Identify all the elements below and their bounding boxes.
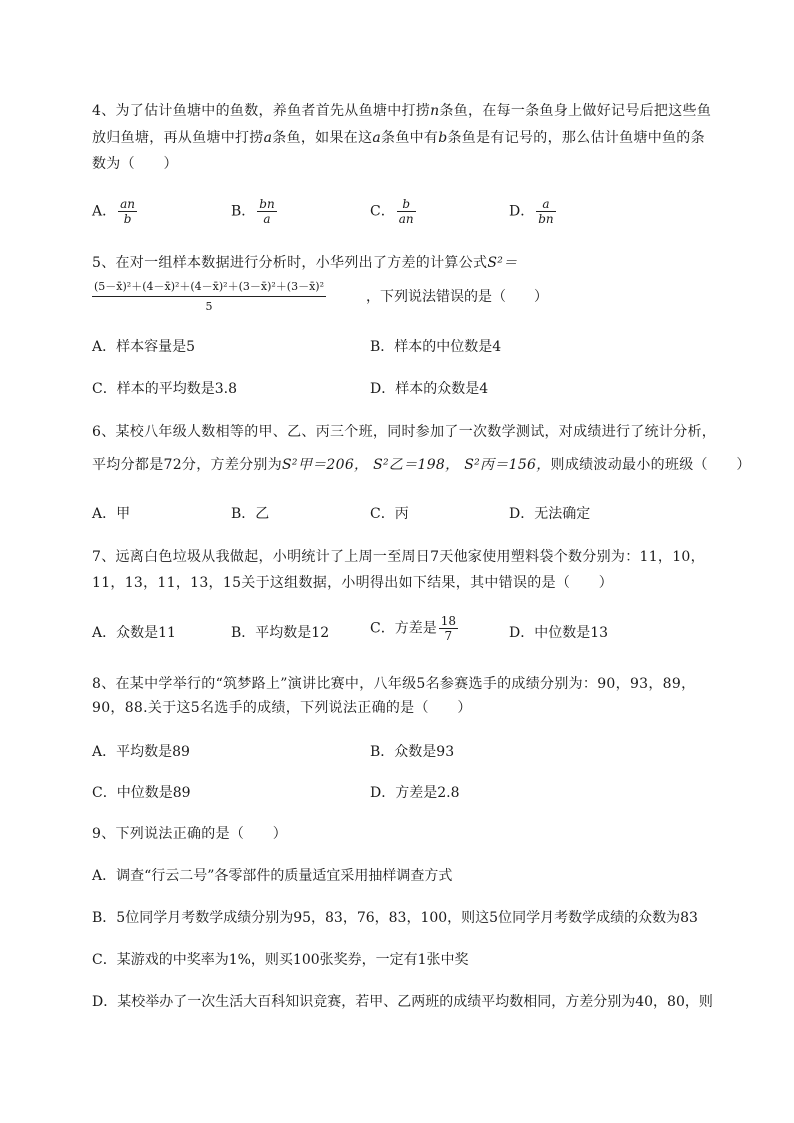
q7-line-1: 7、远离白色垃圾从我做起，小明统计了上周一至周日7天他家使用塑料袋个数分别为：11，10， — [92, 549, 705, 565]
q7-option-b[interactable]: B．平均数是12 — [231, 625, 330, 641]
q5-option-b[interactable]: B．样本的中位数是4 — [370, 339, 502, 355]
q6-option-d[interactable]: D．无法确定 — [509, 506, 591, 522]
q4-line-2: 放归鱼塘，再从鱼塘中打捞a条鱼，如果在这a条鱼中有b条鱼是有记号的，那么估计鱼塘中鱼的条 — [92, 130, 705, 146]
q9-option-d[interactable]: D．某校举办了一次生活大百科知识竞赛，若甲、乙两班的成绩平均数相同，方差分别为40，80，则 — [92, 994, 713, 1010]
q8-line-2: 90，88.关于这5名选手的成绩，下列说法正确的是（ ） — [92, 700, 472, 716]
q8-line-1: 8、在某中学举行的“筑梦路上”演讲比赛中，八年级5名参赛选手的成绩分别为：90，93，89， — [92, 676, 696, 692]
q8-option-b[interactable]: B．众数是93 — [370, 744, 455, 760]
q9-option-b[interactable]: B．5位同学月考数学成绩分别为95，83，76，83，100，则这5位同学月考数学成绩的众数为83 — [92, 910, 698, 926]
q8-option-c[interactable]: C．中位数是89 — [92, 785, 191, 801]
q7-option-a[interactable]: A．众数是11 — [92, 625, 176, 641]
q7-option-d[interactable]: D．中位数是13 — [509, 625, 609, 641]
q9-option-a[interactable]: A．调查“行云二号”各零部件的质量适宜采用抽样调查方式 — [92, 868, 453, 884]
q7-option-c[interactable]: C．方差是 $\frac{18}{7}$ — [370, 614, 456, 643]
q6-option-c[interactable]: C．丙 — [370, 506, 409, 522]
q6-option-a[interactable]: A．甲 — [92, 506, 131, 522]
q8-option-a[interactable]: A．平均数是89 — [92, 744, 190, 760]
q4-option-c[interactable]: C． $\frac{b}{an}$ — [370, 197, 414, 226]
q4-line-3: 数为（ ） — [92, 156, 178, 172]
q7-line-2: 11，13，11，13，15关于这组数据，小明得出如下结果，其中错误的是（ ） — [92, 575, 614, 591]
q6-option-b[interactable]: B．乙 — [231, 506, 270, 522]
q5-option-a[interactable]: A．样本容量是5 — [92, 339, 196, 355]
q9-line-1: 9、下列说法正确的是（ ） — [92, 826, 288, 842]
q5-line-1: 5、在对一组样本数据进行分析时，小华列出了方差的计算公式S²＝ — [92, 255, 518, 271]
q9-option-c[interactable]: C．某游戏的中奖率为1%，则买100张奖券，一定有1张中奖 — [92, 952, 469, 968]
q5-option-d[interactable]: D．样本的众数是4 — [370, 381, 489, 397]
q4-option-d[interactable]: D． $\frac{a}{bn}$ — [509, 197, 554, 226]
q5-variance-formula: $\frac{\text{(5－x̄)²＋(4－x̄)²＋(4－x̄)²＋(3－x̄)²＋(3－x̄)²}}{5}$ — [94, 280, 324, 313]
q6-line-1: 6、某校八年级人数相等的甲、乙、丙三个班，同时参加了一次数学测试，对成绩进行了统计分析， — [92, 424, 717, 440]
q6-line-2: 平均分都是72分，方差分别为S²甲＝206， S²乙＝198， S²丙＝156，则成绩波动最小的班级（ ） — [92, 457, 751, 473]
q5-option-c[interactable]: C．样本的平均数是3.8 — [92, 381, 237, 397]
q8-option-d[interactable]: D．方差是2.8 — [370, 785, 460, 801]
q4-option-a[interactable]: A． $\frac{an}{b}$ — [92, 197, 136, 226]
q4-option-b[interactable]: B． $\frac{bn}{a}$ — [231, 197, 275, 226]
q4-line-1: 4、为了估计鱼塘中的鱼数，养鱼者首先从鱼塘中打捞n条鱼，在每一条鱼身上做好记号后把这些鱼 — [92, 103, 712, 119]
q5-line-2-tail: ，下列说法错误的是（ ） — [366, 289, 548, 305]
